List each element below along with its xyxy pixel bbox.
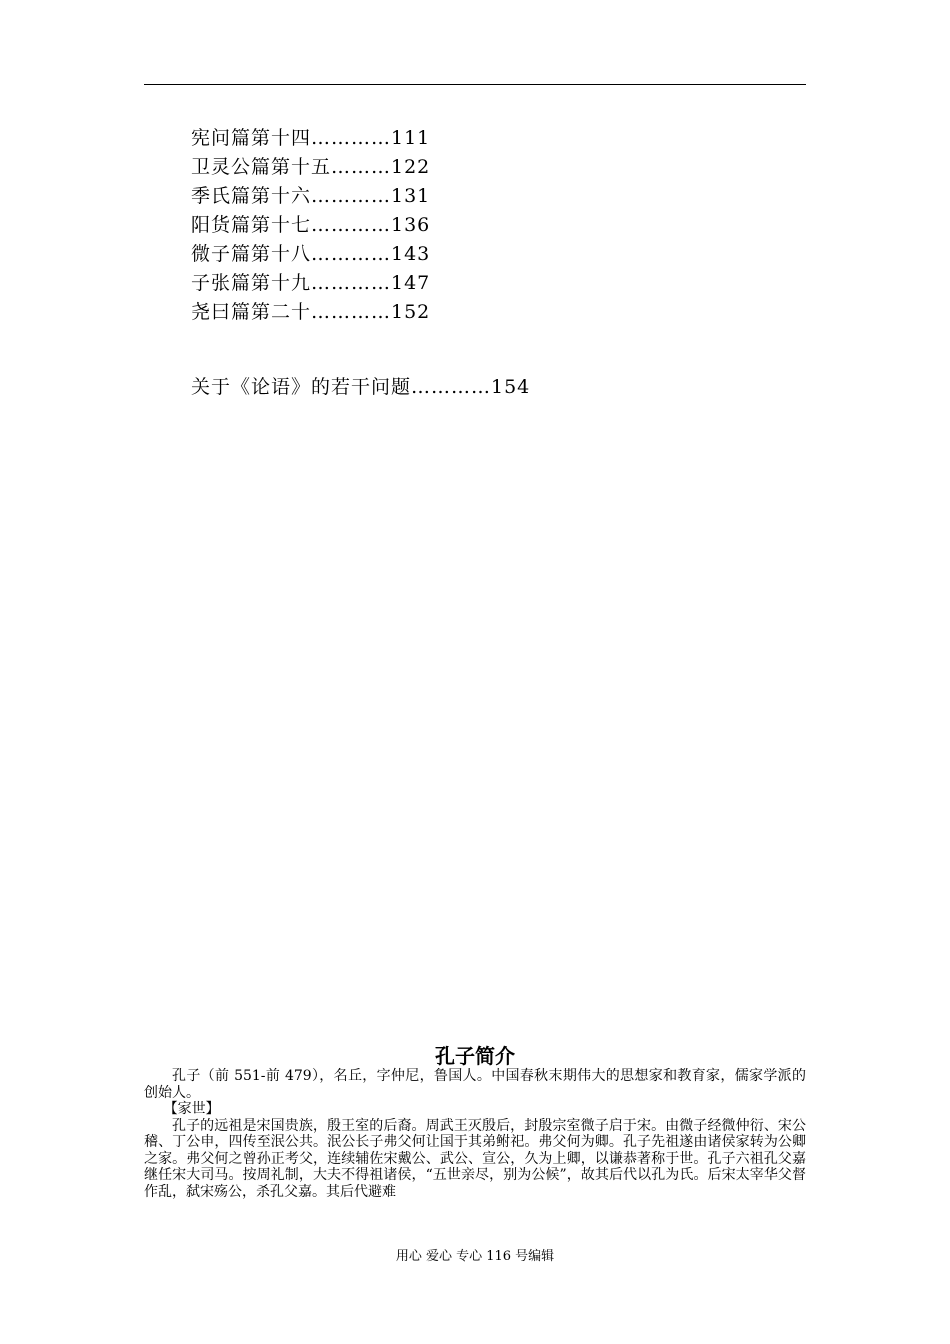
toc-item[interactable]: 卫灵公篇第十五………122 [191,156,431,178]
toc-item[interactable]: 季氏篇第十六…………131 [191,185,431,207]
toc-item[interactable]: 子张篇第十九…………147 [191,272,431,294]
intro-paragraph: 孔子（前 551-前 479），名丘，字仲尼，鲁国人。中国春秋末期伟大的思想家和教育家，儒家学派的创始人。 [144,1068,806,1101]
section-body [144,1068,806,1200]
toc-item[interactable]: 微子篇第十八…………143 [191,243,431,265]
family-paragraph: 孔子的远祖是宋国贵族，殷王室的后裔。周武王灭殷后，封殷宗室微子启于宋。由微子经微仲衍、宋公稽、丁公申，四传至泯公共。泯公长子弗父何让国于其弟鲋祀。弗父何为卿。孔子先祖遂由诸侯家转为公卿之家。弗父何之曾孙正考父，连续辅佐宋戴公、武公、宣公，久为上卿，以谦恭著称于世。孔子六祖孔父嘉继任宋大司马。按周礼制，大夫不得祖诸侯，“五世亲尽，别为公候”，故其后代以孔为氏。后宋太宰华父督作乱，弑宋殇公，杀孔父嘉。其后代避难 [144,1117,806,1200]
table-of-contents [191,124,430,327]
page-footer: 用心 爱心 专心 116 号编辑 [395,1249,555,1264]
header-rule [144,84,806,85]
subheading: 【家世】 [163,1101,220,1117]
toc-item[interactable]: 宪问篇第十四…………111 [191,127,431,149]
toc-item[interactable]: 阳货篇第十七…………136 [191,214,431,236]
section-title: 孔子简介 [435,1044,515,1068]
toc-item-appendix[interactable]: 关于《论语》的若干问题…………154 [191,376,531,398]
toc-item[interactable]: 尧曰篇第二十…………152 [191,301,431,323]
